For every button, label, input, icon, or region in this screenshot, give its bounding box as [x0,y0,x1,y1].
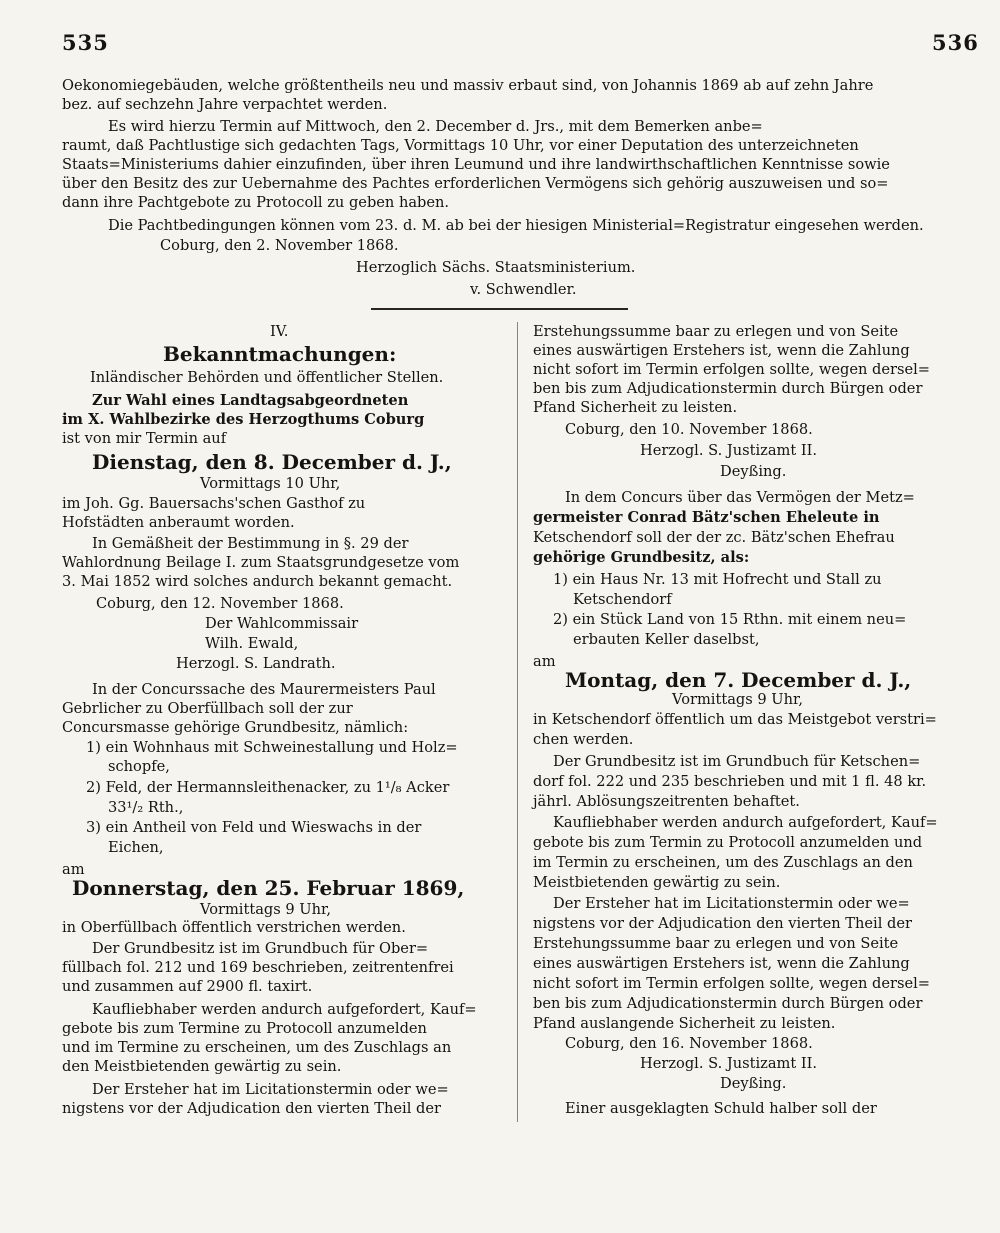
column-divider [517,322,518,1122]
text-line: Pfand Sicherheit zu leisten. [533,399,738,416]
text-line: Oekonomiegebäuden, welche größtentheils neu und massiv erbaut sind, von Johannis 1869 ab auf zehn Jahre [62,77,874,94]
text-line: raumt, daß Pachtlustige sich gedachten Tags, Vormittags 10 Uhr, vor einer Deputation des unterzeichneten [62,137,859,154]
text-line: Wahlordnung Beilage I. zum Staatsgrundgesetze vom [62,554,460,571]
text-line: gehörige Grundbesitz, als: [533,549,750,566]
list-item: 33¹/₂ Rth., [108,799,184,816]
text-line: Ketschendorf soll der der zc. Bätz'schen Ehefrau [533,529,895,546]
text-line: Kaufliebhaber werden andurch aufgefordert, Kauf= [92,1001,477,1018]
text-line: Pfand auslangende Sicherheit zu leisten. [533,1015,836,1032]
text-line: chen werden. [533,731,634,748]
list-item: Eichen, [108,839,164,856]
authority-line: Herzogl. S. Justizamt II. [640,1055,818,1072]
text-line: Der Grundbesitz ist im Grundbuch für Ober= [92,940,429,957]
text-line: gebote bis zum Termine zu Protocoll anzumelden [62,1020,427,1037]
date-line: Coburg, den 10. November 1868. [565,421,813,438]
text-line: Erstehungssumme baar zu erlegen und von Seite [533,323,899,340]
text-line: den Meistbietenden gewärtig zu sein. [62,1058,342,1075]
text-line: am [62,861,85,878]
list-item: erbauten Keller daselbst, [573,631,760,648]
text-line: eines auswärtigen Erstehers ist, wenn die Zahlung [533,342,910,359]
text-line: ben bis zum Adjudicationstermin durch Bürgen oder [533,380,923,397]
section-subheading: Inländischer Behörden und öffentlicher Stellen. [90,369,444,386]
text-line: Concursmasse gehörige Grundbesitz, nämlich: [62,719,409,736]
section-number: IV. [270,323,289,340]
text-line: In Gemäßheit der Bestimmung in §. 29 der [92,535,409,552]
authority-line: Herzoglich Sächs. Staatsministerium. [356,259,636,276]
text-line: In dem Concurs über das Vermögen der Metz= [565,489,915,506]
text-line: 3. Mai 1852 wird solches andurch bekannt gemacht. [62,573,453,590]
text-line: Einer ausgeklagten Schuld halber soll der [565,1100,877,1117]
text-line: eines auswärtigen Erstehers ist, wenn die Zahlung [533,955,910,972]
text-line: jährl. Ablösungszeitrenten behaftet. [533,793,800,810]
text-line: und zusammen auf 2900 fl. taxirt. [62,978,313,995]
list-item: 2) Feld, der Hermannsleithenacker, zu 1¹/₈ Acker [86,779,450,796]
date-heading: Montag, den 7. December d. J., [565,668,912,692]
text-line: Meistbietenden gewärtig zu sein. [533,874,781,891]
text-line: Staats=Ministeriums dahier einzufinden, über ihren Leumund und ihre landwirthschaftlichen Kenntnisse sowie [62,156,890,173]
text-line: in Ketschendorf öffentlich um das Meistgebot verstri= [533,711,937,728]
text-line: bez. auf sechzehn Jahre verpachtet werden. [62,96,388,113]
text-line: ben bis zum Adjudicationstermin durch Bürgen oder [533,995,923,1012]
date-line: Coburg, den 2. November 1868. [160,237,399,254]
signature-line: Wilh. Ewald, [205,635,299,652]
text-line: nigstens vor der Adjudication den vierten Theil der [533,915,912,932]
text-line: Vormittags 9 Uhr, [200,901,332,918]
text-line: In der Concurssache des Maurermeisters Paul [92,681,436,698]
date-line: Coburg, den 12. November 1868. [96,595,344,612]
page-number-left: 535 [62,30,109,55]
authority-line: Herzogl. S. Landrath. [176,655,336,672]
text-line: Vormittags 9 Uhr, [672,691,804,708]
text-line: Gebrlicher zu Oberfüllbach soll der zur [62,700,353,717]
list-item: Ketschendorf [573,591,672,608]
text-line: im Joh. Gg. Bauersachs'schen Gasthof zu [62,495,366,512]
text-line: über den Besitz des zur Uebernahme des Pachtes erforderlichen Vermögens sich gehörig auszuweisen und so= [62,175,889,192]
text-line: im Termin zu erscheinen, um des Zuschlags an den [533,854,913,871]
authority-line: Herzogl. S. Justizamt II. [640,442,818,459]
text-line: Es wird hierzu Termin auf Mittwoch, den 2. December d. Jrs., mit dem Bemerken anbe= [108,118,763,135]
section-rule [371,308,628,310]
list-item: 2) ein Stück Land von 15 Rthn. mit einem neu= [553,611,907,628]
signature-line: Deyßing. [720,463,787,480]
text-line: und im Termine zu erscheinen, um des Zuschlags an [62,1039,452,1056]
text-line: ist von mir Termin auf [62,430,227,447]
text-line: Der Grundbesitz ist im Grundbuch für Ketschen= [553,753,921,770]
text-line: Die Pachtbedingungen können vom 23. d. M. ab bei der hiesigen Ministerial=Registratur eingesehen werden. [108,217,924,234]
text-line: füllbach fol. 212 und 169 beschrieben, zeitrentenfrei [62,959,454,976]
text-line: am [533,653,556,670]
list-item: schopfe, [108,758,170,775]
section-heading: Bekanntmachungen: [163,342,397,366]
text-line: Kaufliebhaber werden andurch aufgefordert, Kauf= [553,814,938,831]
list-item: 1) ein Wohnhaus mit Schweinestallung und Holz= [86,739,458,756]
text-line: im X. Wahlbezirke des Herzogthums Coburg [62,411,425,428]
text-line: Hofstädten anberaumt worden. [62,514,295,531]
date-line: Coburg, den 16. November 1868. [565,1035,813,1052]
text-line: germeister Conrad Bätz'schen Eheleute in [533,509,880,526]
list-item: 3) ein Antheil von Feld und Wieswachs in der [86,819,422,836]
signature-line: v. Schwendler. [470,281,577,298]
list-item: 1) ein Haus Nr. 13 mit Hofrecht und Stall zu [553,571,882,588]
text-line: nicht sofort im Termin erfolgen sollte, wegen dersel= [533,361,930,378]
text-line: in Oberfüllbach öffentlich verstrichen werden. [62,919,406,936]
text-line: gebote bis zum Termin zu Protocoll anzumelden und [533,834,923,851]
text-line: dorf fol. 222 und 235 beschrieben und mit 1 fl. 48 kr. [533,773,927,790]
text-line: Zur Wahl eines Landtagsabgeordneten [92,392,409,409]
date-heading: Dienstag, den 8. December d. J., [92,450,452,474]
text-line: Vormittags 10 Uhr, [200,475,341,492]
text-line: Der Ersteher hat im Licitationstermin oder we= [92,1081,449,1098]
text-line: Erstehungssumme baar zu erlegen und von Seite [533,935,899,952]
page-number-right: 536 [932,30,979,55]
date-heading: Donnerstag, den 25. Februar 1869, [72,876,465,900]
text-line: Der Ersteher hat im Licitationstermin oder we= [553,895,910,912]
text-line: Der Wahlcommissair [205,615,359,632]
signature-line: Deyßing. [720,1075,787,1092]
text-line: dann ihre Pachtgebote zu Protocoll zu geben haben. [62,194,450,211]
text-line: nigstens vor der Adjudication den vierten Theil der [62,1100,441,1117]
text-line: nicht sofort im Termin erfolgen sollte, wegen dersel= [533,975,930,992]
